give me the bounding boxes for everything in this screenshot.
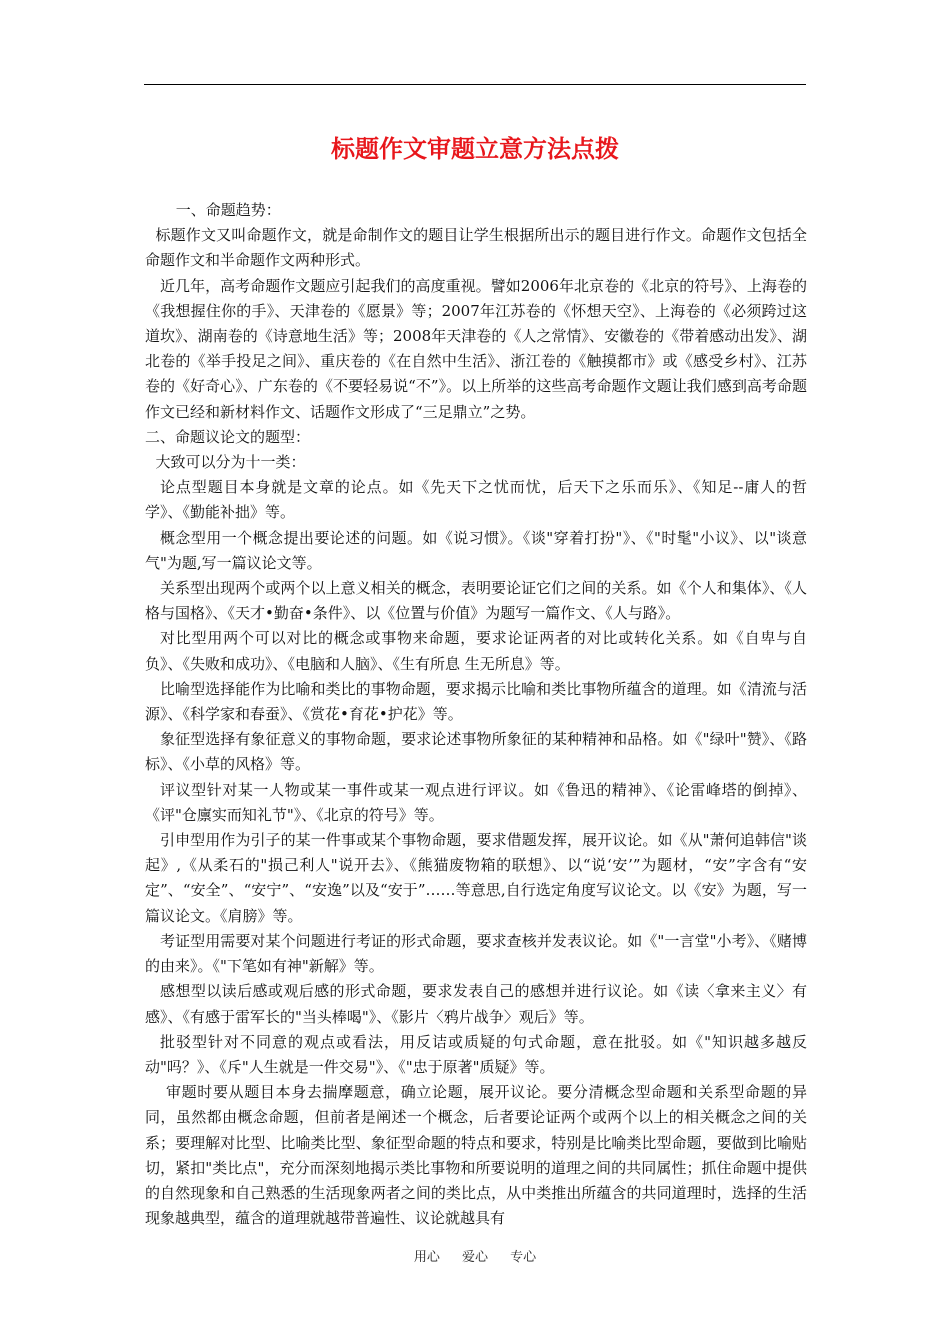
page-footer [0,1249,950,1267]
paragraph-type-relation: 关系型出现两个或两个以上意义相关的概念，表明要论证它们之间的关系。如《个人和集体》、《人格与国格》、《天才•勤奋•条件》、以《位置与价值》为题写一篇作文、《人与路》。 [145,579,807,623]
paragraph-type-contrast: 对比型用两个可以对比的概念或事物来命题，要求论证两者的对比或转化关系。如《自卑与自负》、《失败和成功》、《电脑和人脑》、《生有所息 生无所息》等。 [145,629,807,673]
paragraph-type-metaphor: 比喻型选择能作为比喻和类比的事物命题，要求揭示比喻和类比事物所蕴含的道理。如《清流与活源》、《科学家和春蚕》、《赏花•育花•护花》等。 [145,679,807,724]
paragraph: 近几年，高考命题作文题应引起我们的高度重视。譬如2006年北京卷的《北京的符号》、上海卷的《我想握住你的手》、天津卷的《愿景》等；2007年江苏卷的《怀想天空》、上海卷的《必须跨过这道坎》、湖南卷的《诗意地生活》等；2008年天津卷的《人之常情》、安徽卷的《带着感动出发》、湖北卷的《举手投足之间》、重庆卷的《在自然中生活》、浙江卷的《触摸都市》或《感受乡村》、江苏卷的《好奇心》、广东卷的《不要轻易说“不”》。以上所举的这些高考命题作文题让我们感到高考命题作文已经和新材料作文、话题作文形成了“三足鼎立”之势。 [145,276,807,421]
paragraph-type-reflection: 感想型以读后感或观后感的形式命题，要求发表自己的感想并进行议论。如《读〈拿来主义〉有感》、《有感于雷军长的"当头棒喝"》、《影片〈鸦片战争〉观后》等。 [145,982,807,1026]
paragraph: 标题作文又叫命题作文，就是命制作文的题目让学生根据所出示的题目进行作文。命题作文包括全命题作文和半命题作文两种形式。 [145,226,807,270]
paragraph-type-refutation: 批驳型针对不同意的观点或看法，用反诘或质疑的句式命题，意在批驳。如《"知识越多越反动"吗？》、《斥"人生就是一件交易"》、《"忠于原著"质疑》等。 [145,1032,807,1076]
paragraph-type-comment: 评议型针对某一人物或某一事件或某一观点进行评议。如《鲁迅的精神》、《论雷峰塔的倒掉》、《评"仓廪实而知礼节"》、《北京的符号》等。 [145,780,807,824]
paragraph-type-concept: 概念型用一个概念提出要论述的问题。如《说习惯》。《谈"穿着打扮"》、《"时髦"小议》、以"谈意气"为题,写一篇议论文等。 [145,528,807,572]
footer-word: 专心 [510,1250,537,1265]
paragraph-type-textual-research: 考证型用需要对某个问题进行考证的形式命题，要求查核并发表议论。如《"一言堂"小考》、《赌博的由来》。《"下笔如有神"新解》等。 [145,931,807,976]
document-body [145,198,807,1231]
paragraph-type-argument: 论点型题目本身就是文章的论点。如《先天下之忧而忧，后天下之乐而乐》、《知足--庸人的哲学》、《勤能补拙》等。 [145,478,807,522]
footer-word: 用心 [413,1250,440,1265]
section-heading-trend: 一、命题趋势： [175,201,281,219]
footer-word: 爱心 [461,1250,488,1265]
paragraph-type-extension: 引申型用作为引子的某一件事或某个事物命题，要求借题发挥，展开议论。如《从"萧何追韩信"谈起》,《从柔石的"损己利人"说开去》、《熊猫废物箱的联想》、以“说‘安’”为题材，“安”字含有“安定”、“安全”、“安宁”、“安逸”以及“安于”……等意思,自行选定角度写议论文。以《安》为题，写一篇议论文。《肩膀》等。 [145,831,807,925]
paragraph-type-symbol: 象征型选择有象征意义的事物命题，要求论述事物所象征的某种精神和品格。如《"绿叶"赞》、《路标》、《小草的风格》等。 [145,730,807,774]
document-title: 标题作文审题立意方法点拨 [331,135,619,163]
paragraph-analysis: 审题时要从题目本身去揣摩题意，确立论题，展开议论。要分清概念型命题和关系型命题的异同，虽然都由概念命题，但前者是阐述一个概念，后者要论证两个或两个以上的相关概念之间的关系；要理解对比型、比喻类比型、象征型命题的特点和要求，特别是比喻类比型命题，要做到比喻贴切，紧扣"类比点"，充分而深刻地揭示类比事物和所要说明的道理之间的共同属性；抓住命题中提供的自然现象和自己熟悉的生活现象两者之间的类比点，从中类推出所蕴含的共同道理时，选择的生活现象越典型，蕴含的道理就越带普遍性、议论就越具有 [145,1083,807,1228]
paragraph: 大致可以分为十一类： [155,453,306,472]
header-rule [144,84,806,85]
section-heading-types: 二、命题议论文的题型： [145,427,311,446]
